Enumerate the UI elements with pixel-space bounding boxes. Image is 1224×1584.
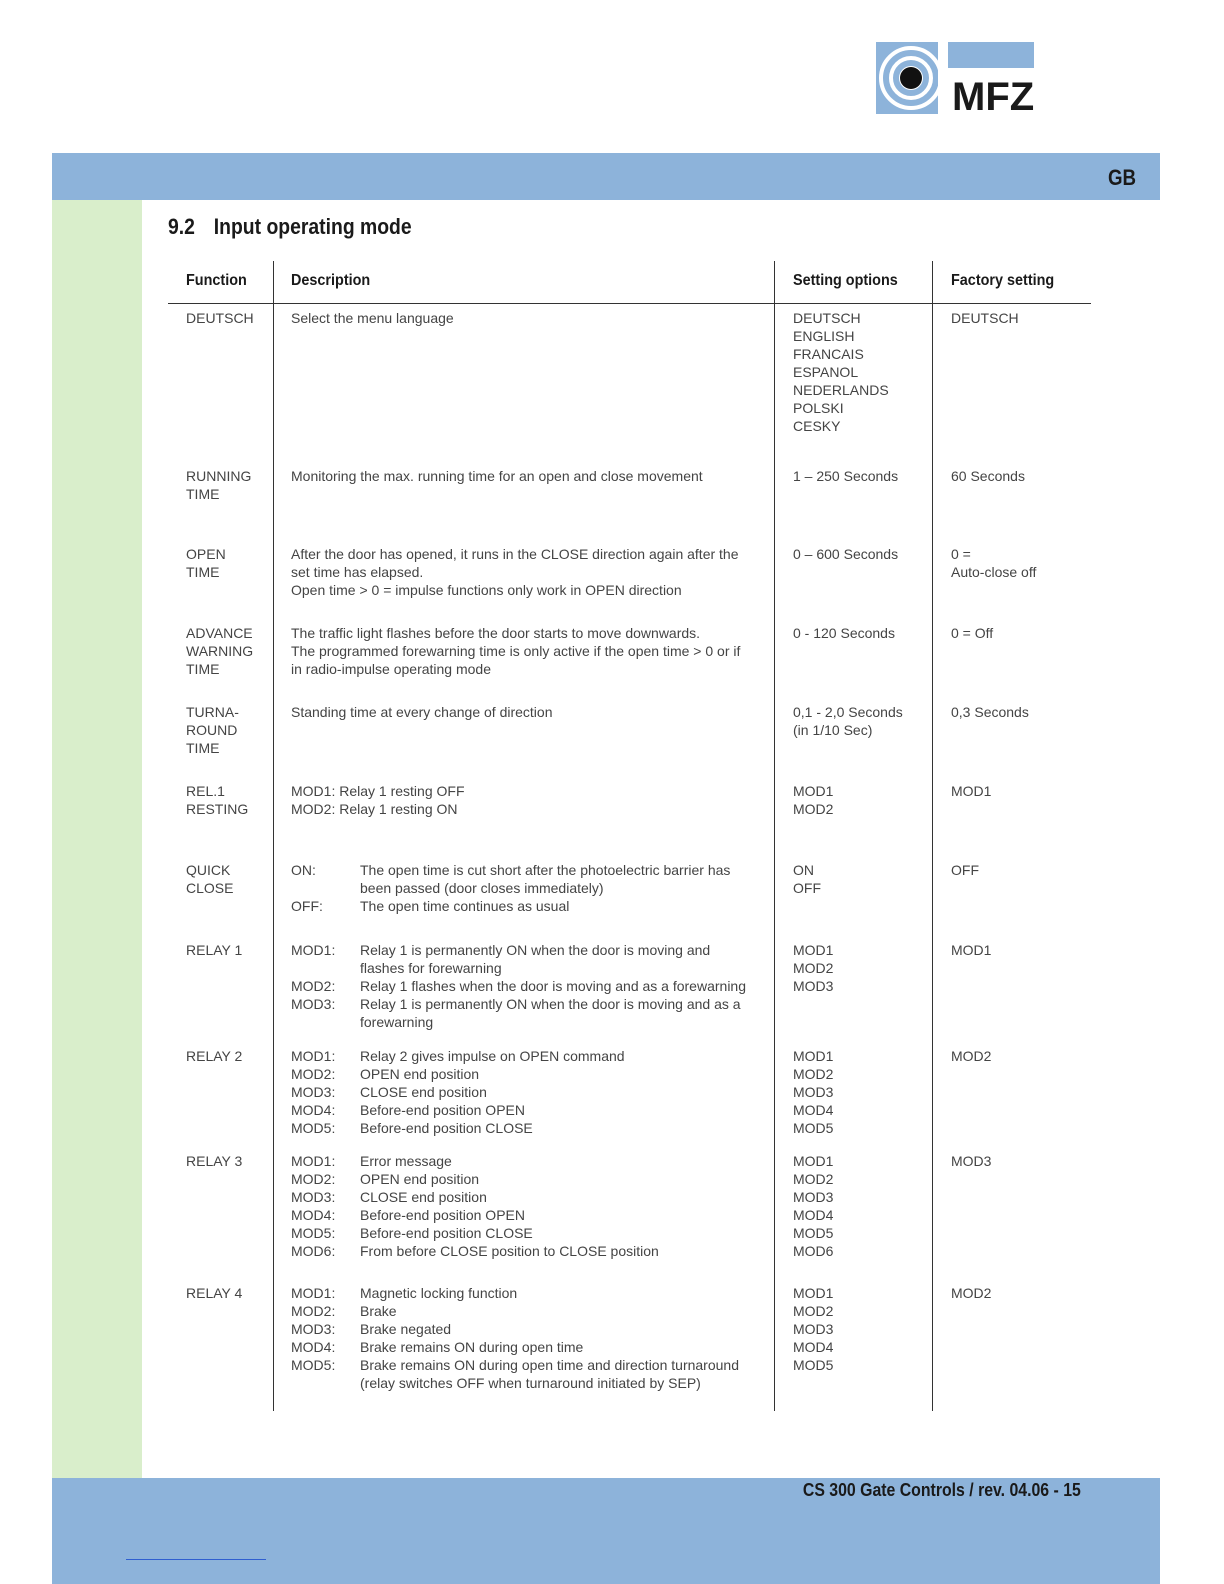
mode-text: The traffic light flashes before the door starts to move downwards. The programmed forewarning time is only active if the open time > 0 or if in radio-impulse operating mode bbox=[291, 625, 741, 677]
description-line bbox=[291, 1242, 761, 1260]
mode-key: MOD2: bbox=[291, 1303, 336, 1319]
mode-key: MOD4: bbox=[291, 1339, 336, 1355]
mode-text: Before-end position CLOSE bbox=[360, 1225, 533, 1241]
function-cell: RELAY 4 bbox=[186, 1285, 243, 1301]
header-band bbox=[52, 153, 1160, 200]
mode-text: OPEN end position bbox=[360, 1171, 480, 1187]
mode-text: Brake remains ON during open time bbox=[360, 1339, 584, 1355]
description-line bbox=[291, 1224, 761, 1242]
description-line bbox=[291, 1338, 761, 1356]
setting-options-cell: 1 – 250 Seconds bbox=[793, 468, 899, 484]
description-line bbox=[291, 1152, 761, 1170]
description-line bbox=[291, 782, 761, 818]
section-title bbox=[168, 214, 412, 240]
mode-key: MOD1: bbox=[291, 1048, 336, 1064]
language-code: GB bbox=[1107, 165, 1136, 190]
factory-setting-cell: MOD1 bbox=[951, 942, 992, 958]
mode-text: CLOSE end position bbox=[360, 1189, 487, 1205]
mode-key: MOD2: bbox=[291, 1066, 336, 1082]
description-line bbox=[291, 897, 761, 915]
mode-key: MOD2: bbox=[291, 978, 336, 994]
mode-text: Before-end position OPEN bbox=[360, 1102, 525, 1118]
footer-link-underline bbox=[126, 1559, 266, 1560]
setting-options-cell: MOD1 MOD2 MOD3 MOD4 MOD5 bbox=[793, 1048, 834, 1136]
mode-key: MOD5: bbox=[291, 1120, 336, 1136]
factory-setting-cell: 60 Seconds bbox=[951, 468, 1025, 484]
description-line bbox=[291, 309, 761, 327]
description-cell bbox=[291, 309, 761, 327]
mode-text: Standing time at every change of direction bbox=[291, 704, 553, 720]
setting-options-cell: 0 – 600 Seconds bbox=[793, 546, 899, 562]
factory-setting-cell: MOD2 bbox=[951, 1048, 992, 1064]
factory-setting-cell: DEUTSCH bbox=[951, 310, 1019, 326]
description-cell bbox=[291, 703, 761, 721]
description-line bbox=[291, 703, 761, 721]
mode-text: The open time continues as usual bbox=[360, 898, 570, 914]
description-line bbox=[291, 1083, 761, 1101]
mode-key: MOD5: bbox=[291, 1357, 336, 1373]
mode-text: Select the menu language bbox=[291, 310, 454, 326]
description-cell bbox=[291, 545, 761, 599]
mode-text: Monitoring the max. running time for an open and close movement bbox=[291, 468, 703, 484]
function-cell: RELAY 3 bbox=[186, 1153, 243, 1169]
description-line bbox=[291, 1320, 761, 1338]
mode-text: Brake bbox=[360, 1303, 397, 1319]
mode-key: MOD3: bbox=[291, 1084, 336, 1100]
description-line bbox=[291, 1170, 761, 1188]
function-cell: TURNA- ROUND TIME bbox=[186, 704, 239, 756]
function-cell: ADVANCE WARNING TIME bbox=[186, 625, 254, 677]
description-cell bbox=[291, 467, 761, 485]
function-cell: DEUTSCH bbox=[186, 310, 254, 326]
function-cell: QUICK CLOSE bbox=[186, 862, 234, 896]
description-line bbox=[291, 545, 761, 599]
mode-key: ON: bbox=[291, 862, 316, 878]
mode-text: MOD1: Relay 1 resting OFF MOD2: Relay 1 resting ON bbox=[291, 783, 465, 817]
description-line bbox=[291, 1047, 761, 1065]
factory-setting-cell: MOD2 bbox=[951, 1285, 992, 1301]
mode-key: MOD4: bbox=[291, 1207, 336, 1223]
mode-key: MOD3: bbox=[291, 996, 336, 1012]
description-line bbox=[291, 1356, 761, 1392]
mode-text: From before CLOSE position to CLOSE position bbox=[360, 1243, 659, 1259]
description-line bbox=[291, 995, 761, 1031]
factory-setting-cell: 0 = Auto-close off bbox=[951, 546, 1037, 580]
column-divider bbox=[774, 261, 775, 1411]
description-line bbox=[291, 977, 761, 995]
description-line bbox=[291, 1206, 761, 1224]
mode-text: The open time is cut short after the photoelectric barrier has been passed (door closes immediately) bbox=[360, 862, 731, 896]
mode-text: Relay 1 is permanently ON when the door is moving and as a forewarning bbox=[360, 996, 741, 1030]
mode-text: Before-end position OPEN bbox=[360, 1207, 525, 1223]
description-line bbox=[291, 861, 761, 897]
column-header-description: Description bbox=[291, 272, 371, 289]
function-cell: REL.1 RESTING bbox=[186, 783, 249, 817]
mfz-logo bbox=[876, 42, 1036, 114]
description-line bbox=[291, 1101, 761, 1119]
logo-text: MFZ bbox=[952, 75, 1035, 114]
factory-setting-cell: 0,3 Seconds bbox=[951, 704, 1029, 720]
description-cell bbox=[291, 1047, 761, 1137]
mode-key: OFF: bbox=[291, 898, 323, 914]
column-header-options: Setting options bbox=[793, 272, 898, 289]
section-number: 9.2 bbox=[168, 214, 195, 239]
function-cell: RUNNING TIME bbox=[186, 468, 252, 502]
mode-text: Relay 1 flashes when the door is moving and as a forewarning bbox=[360, 978, 746, 994]
setting-options-cell: MOD1 MOD2 MOD3 MOD4 MOD5 MOD6 bbox=[793, 1153, 834, 1259]
description-line bbox=[291, 1284, 761, 1302]
side-band bbox=[52, 200, 142, 1478]
factory-setting-cell: MOD1 bbox=[951, 783, 992, 799]
setting-options-cell: DEUTSCH ENGLISH FRANCAIS ESPANOL NEDERLANDS POLSKI CESKY bbox=[793, 310, 889, 434]
function-cell: RELAY 1 bbox=[186, 942, 243, 958]
setting-options-cell: ON OFF bbox=[793, 862, 821, 896]
footer-text: CS 300 Gate Controls / rev. 04.06 - 15 bbox=[803, 1480, 1081, 1500]
mode-key: MOD5: bbox=[291, 1225, 336, 1241]
header-divider bbox=[168, 303, 1091, 304]
column-header-factory: Factory setting bbox=[951, 272, 1055, 289]
function-cell: OPEN TIME bbox=[186, 546, 226, 580]
description-line bbox=[291, 467, 761, 485]
description-cell bbox=[291, 782, 761, 818]
description-line bbox=[291, 624, 761, 678]
section-title-text: Input operating mode bbox=[213, 214, 412, 239]
description-line bbox=[291, 941, 761, 977]
description-cell bbox=[291, 1284, 761, 1392]
mode-key: MOD1: bbox=[291, 1285, 336, 1301]
mode-key: MOD1: bbox=[291, 1153, 336, 1169]
mode-key: MOD3: bbox=[291, 1189, 336, 1205]
setting-options-cell: MOD1 MOD2 bbox=[793, 783, 834, 817]
function-cell: RELAY 2 bbox=[186, 1048, 243, 1064]
mode-text: CLOSE end position bbox=[360, 1084, 487, 1100]
mode-text: OPEN end position bbox=[360, 1066, 480, 1082]
column-divider bbox=[273, 261, 274, 1411]
mode-key: MOD2: bbox=[291, 1171, 336, 1187]
column-header-function: Function bbox=[186, 272, 247, 289]
description-cell bbox=[291, 624, 761, 678]
mode-text: Brake negated bbox=[360, 1321, 452, 1337]
factory-setting-cell: OFF bbox=[951, 862, 979, 878]
mode-text: Relay 1 is permanently ON when the door is moving and flashes for forewarning bbox=[360, 942, 711, 976]
setting-options-cell: MOD1 MOD2 MOD3 MOD4 MOD5 bbox=[793, 1285, 834, 1373]
description-cell bbox=[291, 861, 761, 915]
mode-text: Relay 2 gives impulse on OPEN command bbox=[360, 1048, 625, 1064]
mode-key: MOD4: bbox=[291, 1102, 336, 1118]
setting-options-cell: MOD1 MOD2 MOD3 bbox=[793, 942, 834, 994]
factory-setting-cell: MOD3 bbox=[951, 1153, 992, 1169]
mode-key: MOD3: bbox=[291, 1321, 336, 1337]
mode-text: Error message bbox=[360, 1153, 452, 1169]
setting-options-cell: 0,1 - 2,0 Seconds (in 1/10 Sec) bbox=[793, 704, 903, 738]
description-cell bbox=[291, 1152, 761, 1260]
mode-text: Magnetic locking function bbox=[360, 1285, 518, 1301]
description-line bbox=[291, 1188, 761, 1206]
factory-setting-cell: 0 = Off bbox=[951, 625, 994, 641]
mode-text: After the door has opened, it runs in the CLOSE direction again after the set time has elapsed. Open time > 0 = impulse functions only work in OPEN direction bbox=[291, 546, 739, 598]
footer-band bbox=[52, 1478, 1160, 1584]
description-cell bbox=[291, 941, 761, 1031]
mode-key: MOD6: bbox=[291, 1243, 336, 1259]
description-line bbox=[291, 1065, 761, 1083]
setting-options-cell: 0 - 120 Seconds bbox=[793, 625, 895, 641]
mode-text: Before-end position CLOSE bbox=[360, 1120, 533, 1136]
description-line bbox=[291, 1302, 761, 1320]
mode-text: Brake remains ON during open time and direction turnaround (relay switches OFF when turnaround initiated by SEP) bbox=[360, 1357, 739, 1391]
mode-key: MOD1: bbox=[291, 942, 336, 958]
column-divider bbox=[932, 261, 933, 1411]
description-line bbox=[291, 1119, 761, 1137]
